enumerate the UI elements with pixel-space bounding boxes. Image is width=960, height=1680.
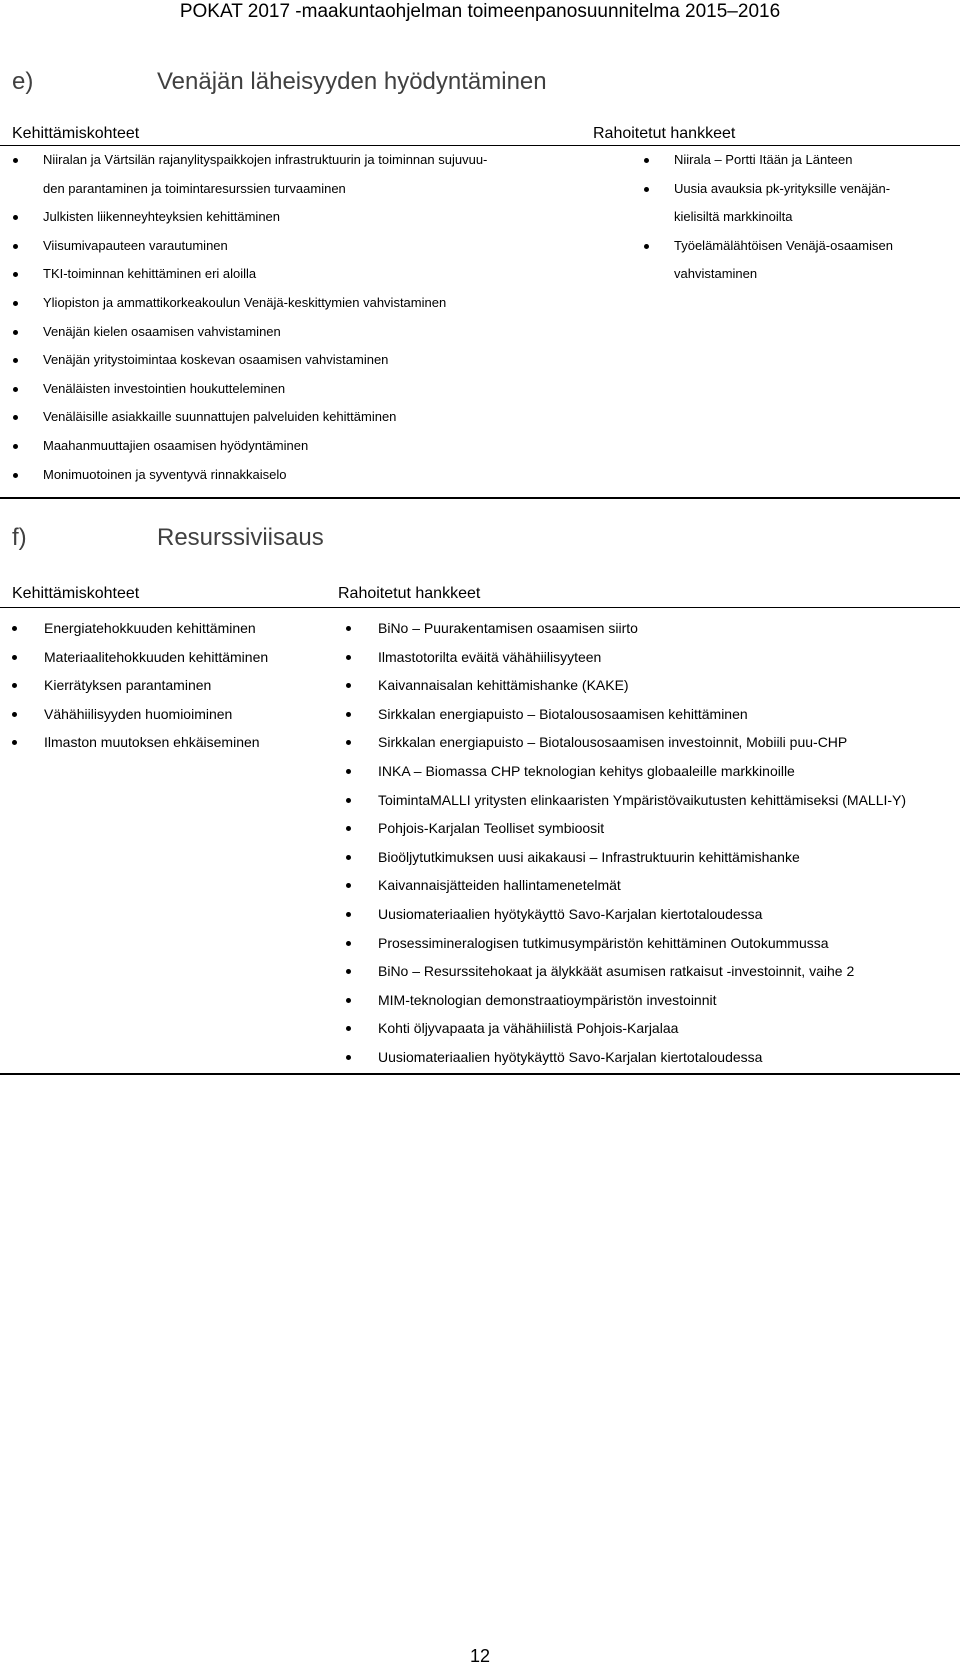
list-item: Niiralan ja Värtsilän rajanylityspaikkojen infrastruktuurin ja toiminnan sujuvuu- <box>43 146 487 175</box>
list-item: Energiatehokkuuden kehittäminen <box>44 614 268 643</box>
section-e-title <box>12 68 912 100</box>
list-item: Niirala – Portti Itään ja Länteen <box>674 146 893 175</box>
section-f-bottom-rule <box>0 1073 960 1075</box>
list-item: Ilmaston muutoksen ehkäiseminen <box>44 728 268 757</box>
bullet-icon <box>13 215 18 220</box>
list-item: Yliopiston ja ammattikorkeakoulun Venäjä-keskittymien vahvistaminen <box>43 289 487 318</box>
bullet-icon <box>346 712 351 717</box>
bullet-icon <box>13 444 18 449</box>
page-header <box>0 0 960 34</box>
bullet-icon <box>346 998 351 1003</box>
bullet-icon <box>346 740 351 745</box>
section-f-name: Resurssiviisaus <box>157 524 324 551</box>
section-e-bottom-rule <box>0 497 960 499</box>
bullet-icon <box>12 712 17 717</box>
section-e-right-list <box>674 146 893 289</box>
page-number: 12 <box>469 1646 491 1666</box>
bullet-icon <box>12 655 17 660</box>
section-e-right-heading: Rahoitetut hankkeet <box>593 125 736 142</box>
bullet-icon <box>346 826 351 831</box>
list-item: Materiaalitehokkuuden kehittäminen <box>44 643 268 672</box>
list-item: ToimintaMALLI yritysten elinkaaristen Ympäristövaikutusten kehittämiseksi (MALLI-Y) <box>378 786 906 815</box>
bullet-icon <box>346 883 351 888</box>
list-item: Uusia avauksia pk-yrityksille venäjän- <box>674 175 893 204</box>
list-item: Venäjän kielen osaamisen vahvistaminen <box>43 318 487 347</box>
bullet-icon <box>346 912 351 917</box>
bullet-icon <box>13 415 18 420</box>
bullet-icon <box>13 387 18 392</box>
bullet-icon <box>346 798 351 803</box>
bullet-icon <box>346 855 351 860</box>
section-f-letter: f) <box>12 524 27 551</box>
bullet-icon <box>12 626 17 631</box>
section-e-left-heading: Kehittämiskohteet <box>12 125 140 142</box>
list-item: Uusiomateriaalien hyötykäyttö Savo-Karjalan kiertotaloudessa <box>378 1043 906 1072</box>
list-item: Kaivannaisjätteiden hallintamenetelmät <box>378 871 906 900</box>
bullet-icon <box>12 740 17 745</box>
section-f-header-rule <box>0 607 960 608</box>
list-item: Viisumivapauteen varautuminen <box>43 232 487 261</box>
bullet-icon <box>346 626 351 631</box>
list-item: Kierrätyksen parantaminen <box>44 671 268 700</box>
list-item: Sirkkalan energiapuisto – Biotalousosaamisen investoinnit, Mobiili puu-CHP <box>378 728 906 757</box>
section-f-title <box>12 524 912 556</box>
header-title: POKAT 2017 -maakuntaohjelman toimeenpanosuunnitelma 2015–2016 <box>179 1 781 22</box>
bullet-icon <box>346 769 351 774</box>
list-item: vahvistaminen <box>674 266 758 282</box>
list-item: Venäjän yritystoimintaa koskevan osaamisen vahvistaminen <box>43 346 487 375</box>
bullet-icon <box>346 655 351 660</box>
list-item: Työelämälähtöisen Venäjä-osaamisen <box>674 232 893 261</box>
list-item: Julkisten liikenneyhteyksien kehittäminen <box>43 203 487 232</box>
bullet-icon <box>346 683 351 688</box>
list-item: Maahanmuuttajien osaamisen hyödyntäminen <box>43 432 487 461</box>
bullet-icon <box>644 244 649 249</box>
section-e-left-list <box>43 146 487 489</box>
list-item: Ilmastotorilta eväitä vähähiilisyyteen <box>378 643 906 672</box>
bullet-icon <box>644 158 649 163</box>
list-item: MIM-teknologian demonstraatioympäristön investoinnit <box>378 986 906 1015</box>
list-item: Venäläisille asiakkaille suunnattujen palveluiden kehittäminen <box>43 403 487 432</box>
list-item: BiNo – Resurssitehokaat ja älykkäät asumisen ratkaisut -investoinnit, vaihe 2 <box>378 957 906 986</box>
list-item: Kaivannaisalan kehittämishanke (KAKE) <box>378 671 906 700</box>
bullet-icon <box>12 683 17 688</box>
list-item: kielisiltä markkinoilta <box>674 209 793 225</box>
list-item: BiNo – Puurakentamisen osaamisen siirto <box>378 614 906 643</box>
list-item: den parantaminen ja toimintaresurssien turvaaminen <box>43 180 346 196</box>
bullet-icon <box>13 272 18 277</box>
list-item: Kohti öljyvapaata ja vähähiilistä Pohjois-Karjalaa <box>378 1014 906 1043</box>
bullet-icon <box>346 1026 351 1031</box>
bullet-icon <box>346 969 351 974</box>
bullet-icon <box>13 330 18 335</box>
list-item: Vähähiilisyyden huomioiminen <box>44 700 268 729</box>
bullet-icon <box>346 1055 351 1060</box>
bullet-icon <box>644 187 649 192</box>
list-item: Prosessimineralogisen tutkimusympäristön kehittäminen Outokummussa <box>378 929 906 958</box>
bullet-icon <box>13 244 18 249</box>
list-item: Venäläisten investointien houkutteleminen <box>43 375 487 404</box>
section-f-right-heading: Rahoitetut hankkeet <box>338 585 481 602</box>
section-e-letter: e) <box>12 68 34 95</box>
section-e-name: Venäjän läheisyyden hyödyntäminen <box>157 68 547 95</box>
list-item: TKI-toiminnan kehittäminen eri aloilla <box>43 260 487 289</box>
list-item: Monimuotoinen ja syventyvä rinnakkaiselo <box>43 461 487 490</box>
list-item: INKA – Biomassa CHP teknologian kehitys globaaleille markkinoille <box>378 757 906 786</box>
bullet-icon <box>13 358 18 363</box>
section-f-left-heading: Kehittämiskohteet <box>12 585 140 602</box>
list-item: Sirkkalan energiapuisto – Biotalousosaamisen kehittäminen <box>378 700 906 729</box>
bullet-icon <box>13 473 18 478</box>
list-item: Uusiomateriaalien hyötykäyttö Savo-Karjalan kiertotaloudessa <box>378 900 906 929</box>
section-f-right-list <box>378 614 906 1072</box>
bullet-icon <box>13 301 18 306</box>
bullet-icon <box>13 158 18 163</box>
list-item: Bioöljytutkimuksen uusi aikakausi – Infrastruktuurin kehittämishanke <box>378 843 906 872</box>
section-f-left-list <box>44 614 268 757</box>
list-item: Pohjois-Karjalan Teolliset symbioosit <box>378 814 906 843</box>
bullet-icon <box>346 941 351 946</box>
